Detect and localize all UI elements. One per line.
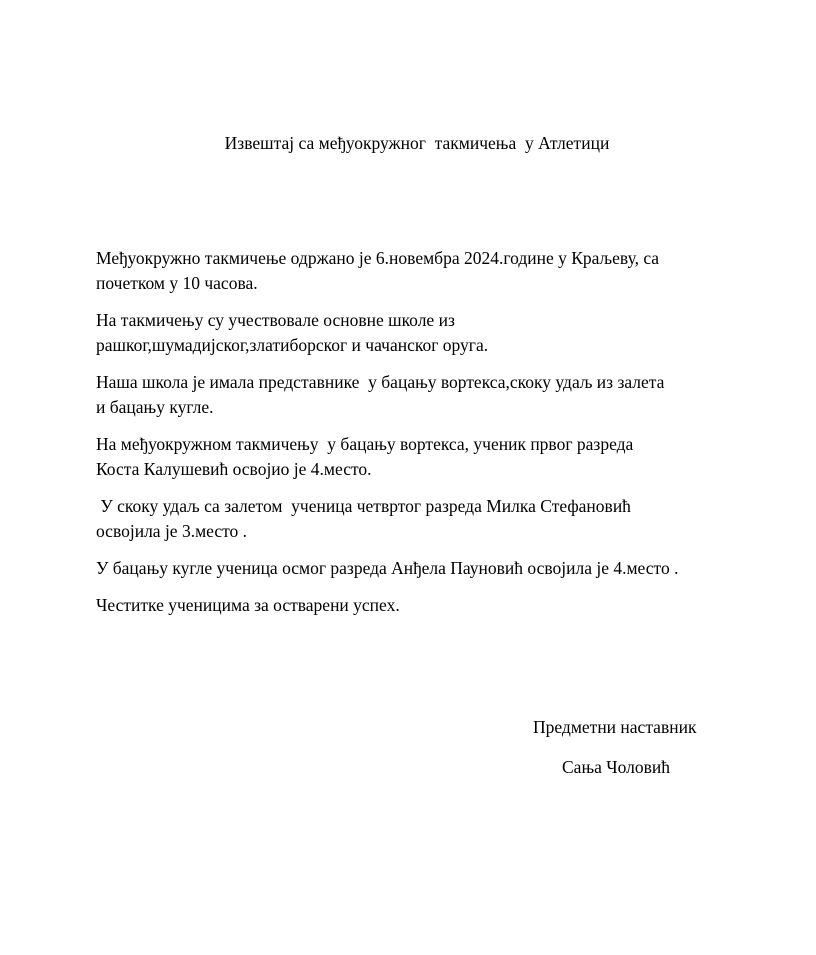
paragraph-line: У скоку удаљ са залетом ученица четвртог разреда Милка Стефановић	[96, 496, 631, 516]
document-title: Извештај са међуокружног такмичења у Атлетици	[224, 133, 610, 153]
paragraph-line: На међуокружном такмичењу у бацању вортекса, ученик првог разреда	[96, 434, 634, 454]
signature-role: Предметни наставник	[533, 717, 697, 737]
signature-name: Сања Чоловић	[562, 757, 670, 777]
paragraph-shot-put-result	[96, 556, 756, 581]
paragraph-line: Честитке ученицима за остварени успех.	[96, 595, 400, 615]
paragraph-line: У бацању кугле ученица осмог разреда Анђела Пауновић освојила је 4.место .	[96, 558, 679, 578]
paragraph-line: освојила је 3.место .	[96, 521, 248, 541]
paragraph-long-jump-result	[96, 494, 756, 544]
paragraph-line: На такмичењу су учествовале основне школе из	[96, 310, 455, 330]
paragraph-participants	[96, 308, 756, 358]
paragraph-congratulations	[96, 593, 756, 618]
paragraph-school-representatives	[96, 370, 756, 420]
paragraph-line: Коста Калушевић освојио је 4.место.	[96, 459, 372, 479]
paragraph-vortex-result	[96, 432, 756, 482]
paragraph-competition-info	[96, 246, 756, 296]
paragraph-line: Међуокружно такмичење одржано је 6.новембра 2024.године у Краљеву, са	[96, 248, 660, 268]
document-body	[96, 246, 756, 630]
paragraph-line: и бацању кугле.	[96, 397, 214, 417]
paragraph-line: почетком у 10 часова.	[96, 273, 258, 293]
paragraph-line: рашког,шумадијског,златиборског и чачанског оруга.	[96, 335, 489, 355]
paragraph-line: Наша школа је имала представнике у бацању вортекса,скоку удаљ из залета	[96, 372, 665, 392]
